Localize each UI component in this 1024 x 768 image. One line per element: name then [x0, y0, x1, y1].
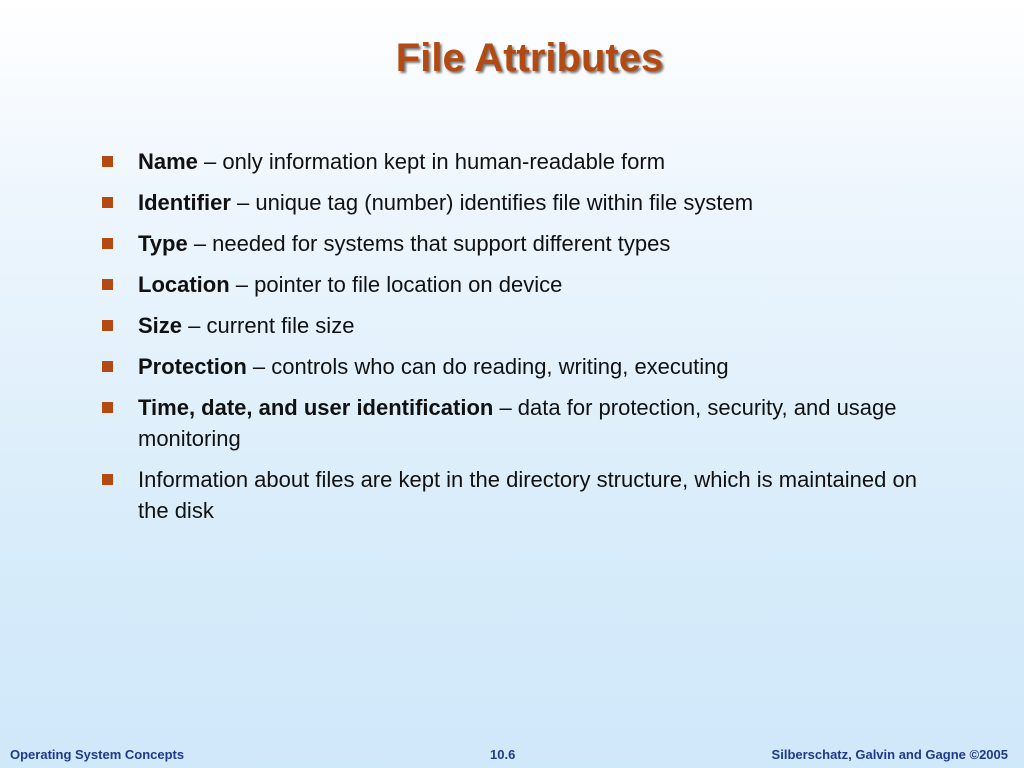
square-bullet-icon [102, 361, 113, 372]
attribute-term: Protection [138, 354, 247, 379]
footer-course-title: Operating System Concepts [10, 747, 185, 762]
square-bullet-icon [102, 320, 113, 331]
bullet-item-location [100, 269, 920, 300]
square-bullet-icon [102, 474, 113, 485]
attribute-term: Size [138, 313, 183, 338]
attribute-term: Identifier [138, 190, 231, 215]
bullet-item-identifier [100, 187, 920, 218]
bullet-list [100, 146, 920, 536]
square-bullet-icon [102, 402, 113, 413]
bullet-item-directory-info [100, 464, 920, 526]
bullet-item-type [100, 228, 920, 259]
bullet-item-time-date-user [100, 392, 920, 454]
attribute-description: – pointer to file location on device [229, 272, 563, 297]
square-bullet-icon [102, 279, 113, 290]
slide-title: File Attributes [395, 36, 664, 80]
square-bullet-icon [102, 197, 113, 208]
footer-copyright: Silberschatz, Galvin and Gagne ©2005 [771, 747, 1008, 762]
attribute-term: Time, date, and user identification [138, 395, 494, 420]
attribute-description: – only information kept in human-readable form [197, 149, 666, 174]
bullet-item-protection [100, 351, 920, 382]
attribute-term: Location [138, 272, 230, 297]
attribute-description: Information about files are kept in the directory structure, which is maintained on the disk [138, 467, 917, 523]
attribute-description: – unique tag (number) identifies file within file system [230, 190, 754, 215]
bullet-item-name [100, 146, 920, 177]
bullet-item-size [100, 310, 920, 341]
square-bullet-icon [102, 238, 113, 249]
attribute-description: – current file size [182, 313, 355, 338]
attribute-description: – needed for systems that support different types [187, 231, 671, 256]
attribute-term: Name [138, 149, 198, 174]
attribute-description: – data for protection, security, and usage monitoring [138, 395, 897, 451]
attribute-term: Type [138, 231, 188, 256]
footer-slide-number: 10.6 [490, 747, 516, 762]
square-bullet-icon [102, 156, 113, 167]
attribute-description: – controls who can do reading, writing, executing [246, 354, 729, 379]
